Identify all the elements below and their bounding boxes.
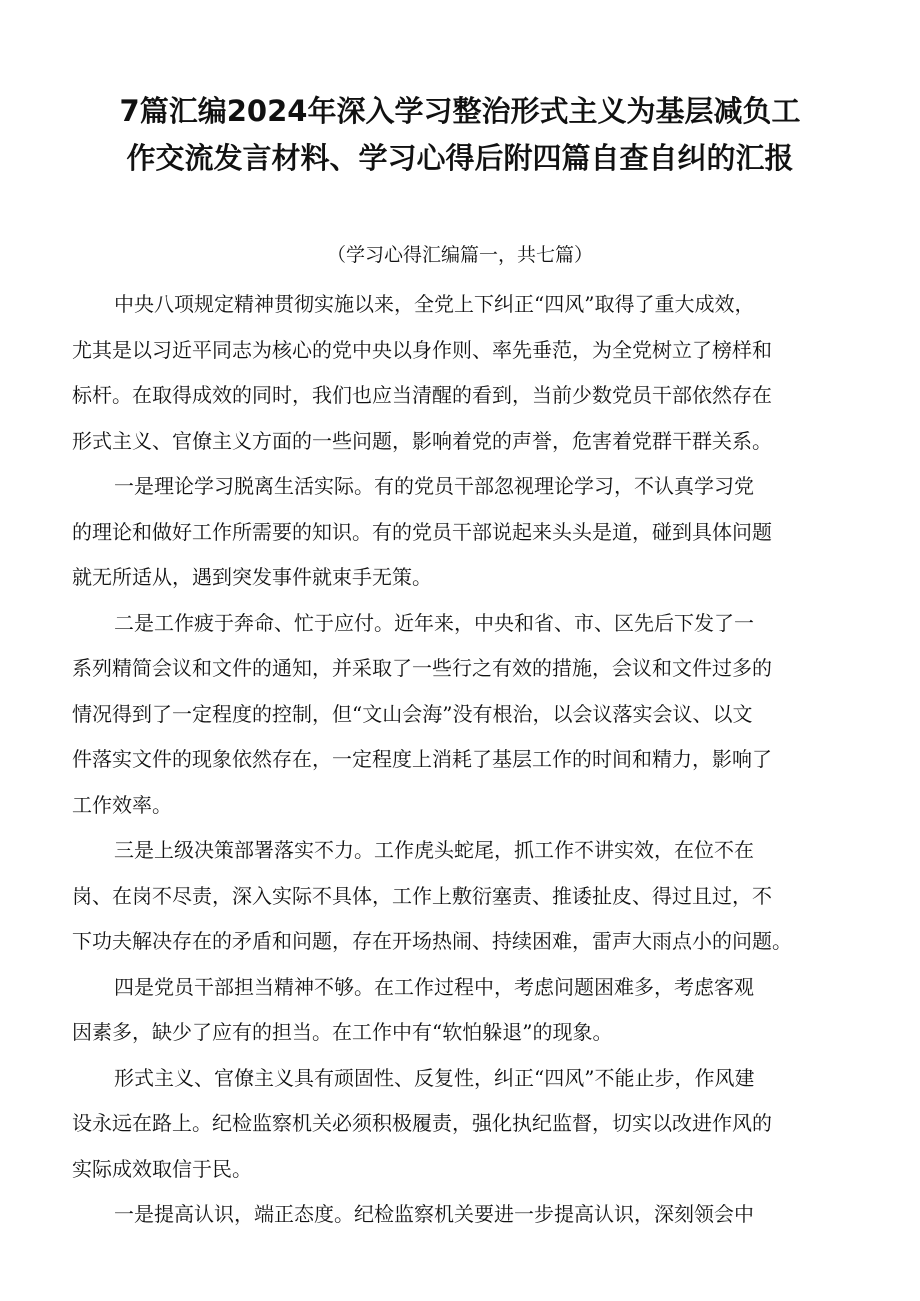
- paragraph-line: 工作效率。: [72, 792, 172, 817]
- paragraph-2: [72, 464, 872, 601]
- paragraph-line: 因素多，缺少了应有的担当。在工作中有“软怕躲退”的现象。: [72, 1020, 613, 1044]
- paragraph-4: [72, 828, 872, 965]
- document-subtitle: （学习心得汇编篇一，共七篇）: [326, 244, 593, 266]
- paragraph-line: 二是工作疲于奔命、忙于应付。近年来，中央和省、市、区先后下发了一: [114, 610, 754, 635]
- paragraph-3: [72, 601, 872, 829]
- paragraph-line: 标杆。在取得成效的同时，我们也应当清醒的看到，当前少数党员干部依然存在: [72, 383, 772, 407]
- paragraph-line: 实际成效取信于民。: [72, 1156, 252, 1181]
- paragraph-line: 件落实文件的现象依然存在，一定程度上消耗了基层工作的时间和精力，影响了: [72, 747, 772, 771]
- document-body: [72, 282, 872, 1238]
- paragraph-line: 一是理论学习脱离生活实际。有的党员干部忽视理论学习，不认真学习党: [114, 474, 754, 498]
- paragraph-line: 中央八项规定精神贯彻实施以来，全党上下纠正“四风”取得了重大成效，: [114, 292, 755, 316]
- paragraph-line: 就无所适从，遇到突发事件就束手无策。: [72, 565, 432, 589]
- paragraph-line: 形式主义、官僚主义方面的一些问题，影响着党的声誉，危害着党群干群关系。: [72, 428, 772, 453]
- document-title-line-1: 7篇汇编2024年深入学习整治形式主义为基层减负工: [119, 94, 801, 128]
- document-title: [60, 88, 860, 182]
- paragraph-line: 尤其是以习近平同志为核心的党中央以身作则、率先垂范，为全党树立了榜样和: [72, 337, 772, 362]
- paragraph-line: 系列精简会议和文件的通知，并采取了一些行之有效的措施，会议和文件过多的: [72, 656, 772, 680]
- paragraph-line: 一是提高认识，端正态度。纪检监察机关要进一步提高认识，深刻领会中: [114, 1202, 754, 1226]
- paragraph-line: 形式主义、官僚主义具有顽固性、反复性，纠正“四风”不能止步，作风建: [114, 1065, 755, 1090]
- paragraph-7: [72, 1192, 872, 1238]
- paragraph-5: [72, 965, 872, 1056]
- paragraph-line: 三是上级决策部署落实不力。工作虎头蛇尾，抓工作不讲实效，在位不在: [114, 838, 754, 862]
- paragraph-line: 四是党员干部担当精神不够。在工作过程中，考虑问题困难多，考虑客观: [114, 974, 754, 999]
- document-title-line-2: 作交流发言材料、学习心得后附四篇自查自纠的汇报: [126, 141, 794, 175]
- paragraph-line: 岗、在岗不尽责，深入实际不具体，工作上敷衍塞责、推诿扯皮、得过且过，不: [72, 883, 772, 908]
- paragraph-line: 设永远在路上。纪检监察机关必须积极履责，强化执纪监督，切实以改进作风的: [72, 1111, 772, 1135]
- paragraph-line: 情况得到了一定程度的控制，但“文山会海”没有根治，以会议落实会议、以文: [72, 701, 753, 726]
- paragraph-6: [72, 1056, 872, 1193]
- paragraph-line: 的理论和做好工作所需要的知识。有的党员干部说起来头头是道，碰到具体问题: [72, 519, 772, 544]
- paragraph-1: [72, 282, 872, 464]
- paragraph-line: 下功夫解决存在的矛盾和问题，存在开场热闹、持续困难，雷声大雨点小的问题。: [72, 929, 792, 953]
